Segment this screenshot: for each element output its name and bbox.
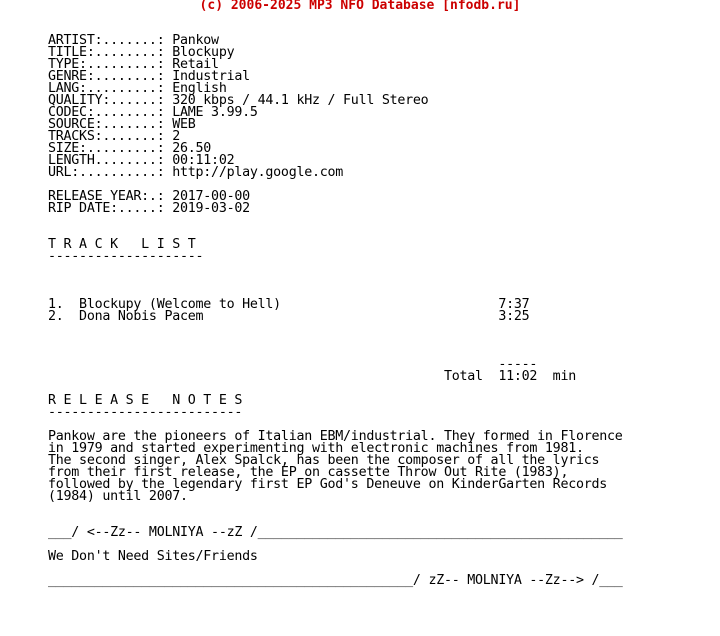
release-year-line: RELEASE YEAR:.: 2017-00-00 — [48, 189, 250, 204]
url-line: URL:..........: http://play.google.com — [48, 165, 344, 180]
release-notes-text: from their first release, the EP on cassette Throw Out Rite (1983), — [48, 465, 569, 480]
genre-line: GENRE:........: Industrial — [48, 69, 250, 84]
track-row: 2. Dona Nobis Pacem 3:25 — [48, 309, 530, 324]
size-line: SIZE:.........: 26.50 — [48, 141, 212, 156]
release-notes-heading: R E L E A S E N O T E S — [48, 393, 243, 408]
source-line: SOURCE:.......: WEB — [48, 117, 196, 132]
release-notes-text: Pankow are the pioneers of Italian EBM/industrial. They formed in Florence — [48, 429, 623, 444]
track-list-heading: T R A C K L I S T — [48, 237, 196, 252]
blank-line — [48, 275, 623, 287]
nfo-text-block — [48, 35, 623, 587]
molniya-divider-bottom: _______________________________________________/ zZ-- MOLNIYA --Zz--> /___ — [48, 573, 623, 588]
lang-line: LANG:.........: English — [48, 81, 227, 96]
copyright-header: (c) 2006-2025 MP3 NFO Database [nfodb.ru] — [199, 0, 521, 13]
molniya-divider-top: ___/ <--Zz-- MOLNIYA --zZ /_______________________________________________ — [48, 525, 623, 540]
tracks-line: TRACKS:.......: 2 — [48, 129, 180, 144]
length-line: LENGTH........: 00:11:02 — [48, 153, 235, 168]
blank-line — [48, 323, 623, 335]
artist-line: ARTIST:.......: Pankow — [48, 33, 219, 48]
rip-date-line: RIP DATE:.....: 2019-03-02 — [48, 201, 250, 216]
track-row: 1. Blockupy (Welcome to Hell) 7:37 — [48, 297, 530, 312]
codec-line: CODEC:........: LAME 3.99.5 — [48, 105, 258, 120]
total-separator: ----- — [48, 357, 538, 372]
blank-line — [48, 263, 623, 275]
blank-line — [48, 215, 623, 227]
type-line: TYPE:.........: Retail — [48, 57, 219, 72]
release-notes-text: in 1979 and started experimenting with electronic machines from 1981. — [48, 441, 584, 456]
release-notes-text: The second singer, Alex Spalck, has been the composer of all the lyrics — [48, 453, 600, 468]
track-list-underline: -------------------- — [48, 249, 204, 264]
title-line: TITLE:........: Blockupy — [48, 45, 235, 60]
blank-line — [48, 503, 623, 515]
total-length-line: Total 11:02 min — [48, 369, 576, 384]
release-notes-underline: ------------------------- — [48, 405, 243, 420]
quality-line: QUALITY:......: 320 kbps / 44.1 kHz / Full Stereo — [48, 93, 429, 108]
blank-line — [48, 335, 623, 347]
release-notes-text: (1984) until 2007. — [48, 489, 188, 504]
release-notes-text: followed by the legendary first EP God's Deneuve on KinderGarten Records — [48, 477, 608, 492]
sites-friends-line: We Don't Need Sites/Friends — [48, 549, 258, 564]
